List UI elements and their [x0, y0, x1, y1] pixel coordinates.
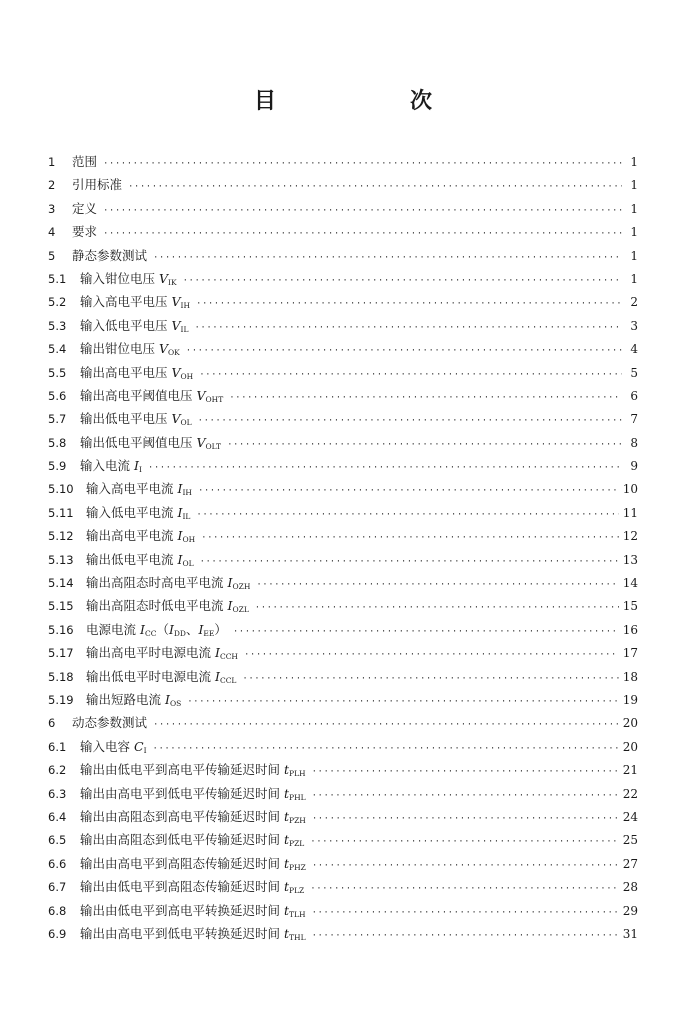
parameter-symbol: $t_{TLH}$: [284, 902, 306, 919]
toc-entry-number: 5.2: [48, 295, 67, 310]
parameter-symbol-subscript: OH: [180, 371, 194, 381]
dot-leader: [198, 410, 622, 433]
dot-leader: [200, 551, 619, 574]
toc-entry-number: 6.3: [48, 786, 67, 801]
dot-leader: [312, 855, 619, 878]
dot-leader: [183, 270, 622, 293]
toc-entry[interactable]: [48, 735, 638, 758]
parameter-symbol-subscript: PZL: [289, 839, 305, 849]
toc-entry[interactable]: [48, 501, 638, 524]
dot-leader: [153, 714, 619, 737]
toc-entry-title: 输入高电平电压 $V_{IH}$: [80, 294, 191, 311]
parameter-symbol: $V_{OK}$: [159, 341, 180, 358]
toc-entry-number: 5.4: [48, 342, 67, 357]
toc-entry-number: 6.1: [48, 739, 67, 754]
parameter-symbol-subscript: TLH: [289, 909, 306, 919]
dot-leader: [103, 153, 622, 176]
toc-entry-page: 5: [630, 365, 638, 380]
dot-leader: [312, 785, 619, 808]
parameter-symbol: $V_{OL}$: [171, 411, 192, 428]
toc-entry-page: 16: [622, 622, 638, 637]
toc-entry-number: 5.1: [48, 271, 67, 286]
toc-entry[interactable]: [48, 384, 638, 407]
page-title: 目 次: [253, 89, 488, 114]
dot-leader: [227, 434, 622, 457]
toc-entry[interactable]: [48, 361, 638, 384]
toc-entry[interactable]: [48, 711, 638, 734]
parameter-symbol: $I_{OS}$: [165, 691, 182, 708]
dot-leader: [198, 480, 619, 503]
parameter-symbol-subscript: IH: [182, 488, 192, 498]
parameter-symbol: $t_{PZH}$: [284, 808, 306, 825]
toc-entry-title: 动态参数测试: [72, 715, 148, 731]
dot-leader: [153, 247, 622, 270]
toc-entry-page: 27: [622, 856, 638, 871]
toc-entry-page: 11: [622, 505, 638, 520]
parameter-symbol-subscript: IH: [180, 301, 191, 311]
parameter-symbol: $V_{OLT}$: [196, 434, 222, 451]
toc-entry-title: 输出由高电平到高阻态传输延迟时间 $t_{PHZ}$: [80, 855, 306, 872]
parameter-symbol: $I_{OZL}$: [227, 598, 249, 615]
toc-entry[interactable]: [48, 641, 638, 664]
toc-entry[interactable]: [48, 852, 638, 875]
parameter-symbol: $t_{THL}$: [284, 925, 306, 942]
toc-entry-title: 引用标准: [72, 177, 123, 193]
dot-leader: [233, 621, 619, 644]
parameter-symbol: $t_{PZL}$: [284, 832, 305, 849]
dot-leader: [186, 340, 622, 363]
toc-entry-number: 5.5: [48, 365, 67, 380]
toc-entry-title: 输入电容 $C_I$: [80, 738, 147, 755]
toc-entry[interactable]: [48, 828, 638, 851]
dot-leader: [103, 200, 622, 223]
toc-entry[interactable]: [48, 524, 638, 547]
toc-entry-number: 1: [48, 155, 56, 169]
toc-entry-title: 输出高电平电流 $I_{OH}$: [86, 528, 196, 545]
toc-entry-number: 6.8: [48, 903, 67, 918]
toc-entry-title: 输出短路电流 $I_{OS}$: [86, 691, 182, 708]
parameter-symbol: $I_{DD}$: [168, 621, 186, 638]
parameter-symbol-subscript: OH: [182, 535, 196, 545]
toc-entry-number: 5.12: [48, 529, 74, 544]
toc-entry-number: 6.4: [48, 809, 67, 824]
dot-leader: [312, 808, 619, 831]
toc-entry[interactable]: [48, 150, 638, 173]
dot-leader: [310, 878, 618, 901]
parameter-symbol-subscript: OL: [180, 418, 192, 428]
dot-leader: [196, 504, 618, 527]
parameter-symbol-subscript: I: [143, 745, 147, 755]
parameter-symbol-subscript: OLT: [205, 441, 222, 451]
parameter-symbol-subscript: CCH: [219, 652, 238, 662]
toc-entry-number: 6.2: [48, 763, 67, 778]
dot-leader: [194, 317, 622, 340]
toc-entry-title: 输入低电平电流 $I_{IL}$: [86, 504, 191, 521]
toc-entry[interactable]: [48, 337, 638, 360]
dot-leader: [312, 761, 619, 784]
toc-entry-number: 6: [48, 716, 56, 731]
toc-entry[interactable]: [48, 688, 638, 711]
parameter-symbol: $I_{IL}$: [177, 504, 191, 521]
toc-entry-title: 输出高电平电压 $V_{OH}$: [80, 364, 194, 381]
toc-entry-number: 2: [48, 178, 56, 193]
toc-entry-title: 输入电流 $I_I$: [80, 458, 142, 475]
toc-entry[interactable]: [48, 267, 638, 290]
parameter-symbol: $I_{CC}$: [140, 621, 157, 638]
toc-entry-title: 输出由高阻态到高电平传输延迟时间 $t_{PZH}$: [80, 808, 306, 825]
toc-entry-title: 范围: [72, 154, 98, 169]
dot-leader: [229, 387, 622, 410]
toc-entry-number: 6.5: [48, 833, 67, 848]
toc-entry[interactable]: [48, 875, 638, 898]
toc-entry-number: 5.3: [48, 318, 67, 333]
toc-entry-number: 6.7: [48, 880, 67, 895]
parameter-symbol-subscript: PHZ: [289, 862, 306, 872]
dot-leader: [148, 457, 622, 480]
toc-entry-page: 22: [622, 786, 638, 801]
toc-entry-number: 4: [48, 225, 56, 240]
parameter-symbol: $t_{PHL}$: [284, 785, 306, 802]
toc-entry-page: 2: [630, 295, 638, 310]
toc-entry-page: 8: [630, 435, 638, 450]
toc-entry-title: 输入高电平电流 $I_{IH}$: [86, 481, 192, 498]
toc-entry[interactable]: [48, 477, 638, 500]
toc-entry-number: 5.16: [48, 622, 74, 637]
toc-entry-title: 输出高阻态时低电平电流 $I_{OZL}$: [86, 598, 249, 615]
parameter-symbol-subscript: OK: [168, 348, 180, 358]
toc-entry-page: 17: [622, 646, 638, 661]
toc-entry-page: 6: [630, 388, 638, 403]
parameter-symbol: $I_I$: [134, 458, 142, 475]
toc-entry[interactable]: [48, 220, 638, 243]
parameter-symbol: $V_{IK}$: [159, 270, 177, 287]
dot-leader: [187, 691, 618, 714]
table-of-contents: [48, 150, 638, 945]
parameter-symbol-subscript: IL: [182, 511, 191, 521]
toc-entry-title: 电源电流 $I_{CC}(I_{DD}$、$I_{EE}$）: [86, 621, 227, 638]
toc-entry-page: 20: [622, 716, 638, 731]
parameter-symbol-subscript: PZH: [289, 815, 306, 825]
dot-leader: [244, 644, 619, 667]
parameter-symbol: $I_{CCH}$: [215, 645, 238, 662]
toc-entry-page: 1: [630, 178, 638, 193]
dot-leader: [242, 668, 618, 691]
toc-entry[interactable]: [48, 454, 638, 477]
toc-entry[interactable]: [48, 922, 638, 945]
toc-entry[interactable]: [48, 197, 638, 220]
dot-leader: [256, 574, 618, 597]
parameter-symbol-subscript: THL: [289, 932, 306, 942]
toc-entry-page: 9: [630, 459, 638, 474]
dot-leader: [310, 831, 618, 854]
toc-entry-number: 5.17: [48, 646, 74, 661]
toc-entry-page: 21: [622, 763, 638, 778]
toc-entry-number: 5.9: [48, 459, 67, 474]
toc-entry-number: 5.10: [48, 482, 74, 497]
parameter-symbol: $I_{IH}$: [177, 481, 192, 498]
parameter-symbol: $I_{OL}$: [177, 551, 194, 568]
toc-entry-number: 5.18: [48, 669, 74, 684]
toc-entry-title: 输出高电平时电源电流 $I_{CCH}$: [86, 645, 238, 662]
toc-entry-title: 要求: [72, 224, 98, 240]
toc-entry-number: 5.14: [48, 576, 74, 591]
dot-leader: [201, 527, 619, 550]
parameter-symbol: $t_{PHZ}$: [284, 855, 306, 872]
toc-entry-page: 15: [622, 599, 638, 614]
dot-leader: [128, 176, 622, 199]
parameter-symbol: $C_I$: [134, 738, 147, 755]
toc-entry-number: 5.11: [48, 505, 74, 520]
toc-entry[interactable]: [48, 314, 638, 337]
toc-entry-title: 输出低电平电流 $I_{OL}$: [86, 551, 194, 568]
toc-entry[interactable]: [48, 173, 638, 196]
toc-entry-number: 6.6: [48, 856, 67, 871]
parameter-symbol-subscript: OHT: [205, 394, 224, 404]
parameter-symbol-subscript: IL: [180, 324, 189, 334]
toc-entry-page: 10: [622, 482, 638, 497]
dot-leader: [255, 597, 619, 620]
toc-entry-title: 输出低电平时电源电流 $I_{CCL}$: [86, 668, 237, 685]
toc-entry-page: 14: [622, 576, 638, 591]
parameter-symbol: $V_{IH}$: [171, 294, 191, 311]
toc-entry-page: 19: [622, 692, 638, 707]
toc-entry-page: 20: [622, 739, 638, 754]
parameter-symbol-subscript: OS: [169, 698, 182, 708]
dot-leader: [312, 925, 619, 948]
toc-entry[interactable]: [48, 290, 638, 313]
toc-entry[interactable]: [48, 594, 638, 617]
toc-entry-page: 24: [622, 809, 638, 824]
parameter-symbol: $V_{OH}$: [171, 364, 194, 381]
parameter-symbol: $V_{OHT}$: [196, 387, 224, 404]
toc-entry-title: 静态参数测试: [72, 247, 148, 263]
toc-entry-title: 输出由高电平到低电平转换延迟时间 $t_{THL}$: [80, 925, 306, 942]
toc-entry-title: 输出钳位电压 $V_{OK}$: [80, 341, 180, 358]
toc-entry-page: 7: [630, 412, 638, 427]
parameter-symbol: $t_{PLZ}$: [284, 879, 305, 896]
parameter-symbol: $I_{OZH}$: [227, 575, 251, 592]
parameter-symbol-subscript: I: [138, 465, 142, 475]
toc-entry-title: 输入低电平电压 $V_{IL}$: [80, 317, 189, 334]
toc-entry-title: 输出高电平阈值电压 $V_{OHT}$: [80, 387, 224, 404]
toc-entry[interactable]: [48, 665, 638, 688]
toc-entry-page: 12: [622, 529, 638, 544]
parameter-symbol-subscript: PHL: [289, 792, 306, 802]
dot-leader: [312, 902, 619, 925]
dot-leader: [103, 223, 622, 246]
toc-entry[interactable]: [48, 571, 638, 594]
toc-entry-page: 1: [630, 225, 638, 240]
toc-entry[interactable]: [48, 758, 638, 781]
toc-entry[interactable]: [48, 431, 638, 454]
dot-leader: [196, 293, 622, 316]
toc-entry-page: 18: [622, 669, 638, 684]
toc-entry-title: 输出由低电平到高阻态传输延迟时间 $t_{PLZ}$: [80, 879, 305, 896]
toc-entry-page: 25: [622, 833, 638, 848]
toc-entry-number: 5.8: [48, 435, 67, 450]
toc-entry-title: 输入钳位电压 $V_{IK}$: [80, 270, 177, 287]
toc-entry[interactable]: [48, 244, 638, 267]
toc-entry-page: 28: [622, 880, 638, 895]
toc-entry[interactable]: [48, 548, 638, 571]
toc-entry-page: 3: [630, 318, 638, 333]
toc-entry-title: 输出由低电平到高电平转换延迟时间 $t_{TLH}$: [80, 902, 306, 919]
dot-leader: [199, 364, 622, 387]
toc-entry[interactable]: [48, 805, 638, 828]
toc-entry-title: 输出低电平阈值电压 $V_{OLT}$: [80, 434, 222, 451]
toc-entry[interactable]: [48, 407, 638, 430]
toc-entry-page: 1: [630, 155, 638, 169]
toc-entry-title: 输出由高电平到低电平传输延迟时间 $t_{PHL}$: [80, 785, 306, 802]
parameter-symbol-subscript: OL: [182, 558, 194, 568]
toc-entry-title: 输出由高阻态到低电平传输延迟时间 $t_{PZL}$: [80, 832, 305, 849]
parameter-symbol-subscript: OZH: [232, 582, 251, 592]
toc-entry[interactable]: [48, 899, 638, 922]
toc-entry-number: 5.7: [48, 412, 67, 427]
toc-entry-page: 4: [630, 342, 638, 357]
toc-entry-page: 31: [622, 926, 638, 941]
parameter-symbol: $I_{EE}$: [198, 621, 215, 638]
parameter-symbol-subscript: DD: [173, 628, 186, 638]
toc-entry-number: 5.15: [48, 599, 74, 614]
toc-entry-title: 输出低电平电压 $V_{OL}$: [80, 411, 192, 428]
toc-entry-number: 3: [48, 201, 56, 216]
parameter-symbol: $I_{OH}$: [177, 528, 196, 545]
parameter-symbol-subscript: PLZ: [289, 886, 305, 896]
parameter-symbol-subscript: IK: [168, 277, 177, 287]
toc-entry-number: 6.9: [48, 926, 67, 941]
toc-entry-page: 1: [630, 271, 638, 286]
toc-entry-page: 29: [622, 903, 638, 918]
toc-entry-number: 5.13: [48, 552, 74, 567]
toc-entry-number: 5.19: [48, 692, 74, 707]
toc-entry-page: 13: [622, 552, 638, 567]
parameter-symbol-subscript: PLH: [289, 769, 306, 779]
toc-entry-title: 输出高阻态时高电平电流 $I_{OZH}$: [86, 575, 251, 592]
parameter-symbol-subscript: CCL: [219, 675, 237, 685]
toc-entry[interactable]: [48, 618, 638, 641]
toc-entry-page: 1: [630, 248, 638, 263]
toc-entry[interactable]: [48, 782, 638, 805]
toc-entry-number: 5.6: [48, 388, 67, 403]
parameter-symbol: $t_{PLH}$: [284, 762, 306, 779]
toc-entry-page: 1: [630, 201, 638, 216]
toc-entry-number: 5: [48, 248, 56, 263]
parameter-symbol: $I_{CCL}$: [215, 668, 237, 685]
toc-entry-title: 输出由低电平到高电平传输延迟时间 $t_{PLH}$: [80, 762, 306, 779]
parameter-symbol-subscript: CC: [144, 628, 157, 638]
toc-entry-title: 定义: [72, 200, 98, 216]
parameter-symbol-subscript: OZL: [232, 605, 249, 615]
parameter-symbol-subscript: EE: [203, 628, 215, 638]
parameter-symbol: $V_{IL}$: [171, 317, 189, 334]
